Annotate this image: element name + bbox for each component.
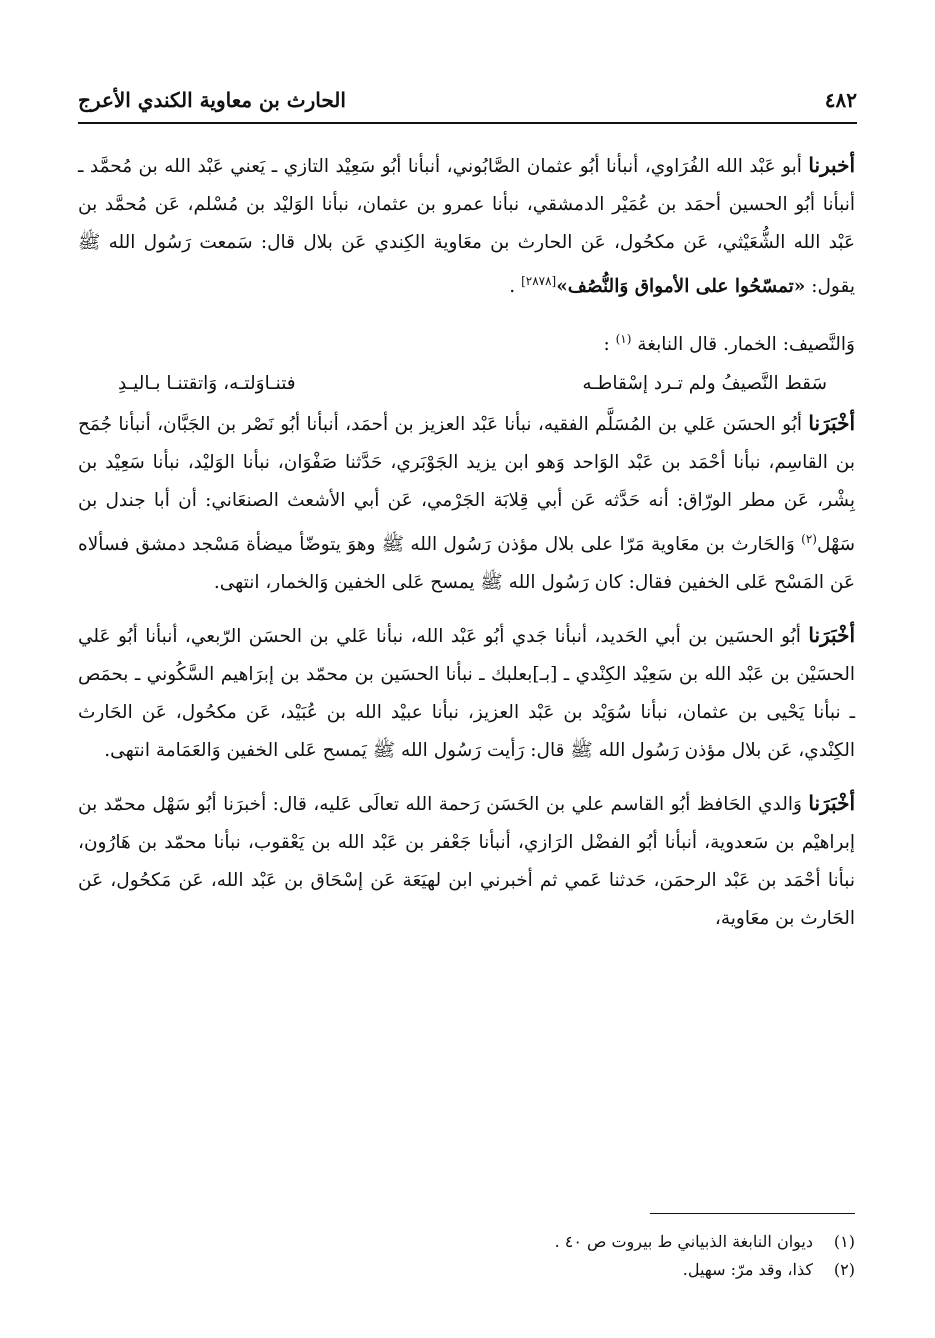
paragraph-text: أبُو الحسَين بن أبي الحَديد، أنبأنا جَدي أبُو عَبْد الله، نبأنا عَلي بن الحسَن الرّبعي، أنبأنا أبُو عَلي الحسَيْن بن عَبْد الله بن سَعِيْد الكِنْدي ـ [بـ]بعلبك ـ نبأنا الحسَين بن محمّد بن إبرَاهيم السَّكُوني ـ بحمَص ـ نبأنا يَحْيى بن عثمان، نبأنا سُوَيْد بن عَبْد العزيز، نبأنا عبيْد الله بن عُبَيْد، عَن مكحُول، عَن الحَارث الكِنْدي، عَن بلال مؤذن رَسُول الله ﷺ قال: رَأيت رَسُول الله ﷺ يَمسح عَلى الخفين وَالعَمَامة انتهى. (78, 626, 855, 762)
footnote-2 (78, 1256, 855, 1284)
paragraph-text: أبو عَبْد الله الفُرَاوي، أنبأنا أبُو عثمان الصَّابُوني، أنبأنا أبُو سَعِيْد التازي ـ يَعني عَبْد الله بن مُحمَّد ـ أنبأنا أبُو الحسين أحمَد بن عُمَيْر الدمشقي، نبأنا عمرو بن عثمان، نبأنا الوَليْد بن مُسْلم، عَن مُحمَّد بن عَبْد الله الشُّعَيْثي، عَن مكحُول، عَن الحارث بن معَاوية الكِندي عَن بلال قال: سَمعت رَسُول الله ﷺ يقول: (78, 156, 855, 298)
footnote-1 (78, 1228, 855, 1256)
poetry-verse (118, 364, 827, 404)
paragraph-text: أبُو الحسَن عَلي بن المُسَلَّم الفقيه، نبأنا عَبْد العزيز بن أحمَد، أنبأنا أبُو نَصْر بن الجَبَّان، أنبأنا جُمَح بن القاسِم، نبأنا أحْمَد بن عَبْد الوَاحد وَهو ابن يزيد الجَوْبَري، حَدَّثنا صَفْوَان، نبأنا الوَليْد، نبأنا سَعِيْد بن بِشْر، عَن مطر الورّاق: أنه حَدَّثه عَن أبي قِلابَة الجَرْمي، عَن أبي الأشعث الصنعَاني: أن أبا جندل بن سَهْل (78, 414, 855, 556)
paragraph-text: وَالدي الحَافظ أبُو القاسم علي بن الحَسَن رَحمة الله تعالَى عَليه، قال: أخبرَنا أبُو سَهْل محمّد بن إبراهيْم بن سَعدوية، أنبأنا أبُو الفضْل الرَازي، أنبأنا جَعْفر بن عَبْد الله بن يَعْقوب، نبأنا محمّد بن هَارُون، نبأنا أحْمَد بن عَبْد الرحمَن، حَدثنا عَمي ثم أخبرني ابن لهيَعَة عَن إسْحَاق بن عَبْد الله، عَن مَكحُول، عَن الحَارث بن معَاوية، (78, 794, 855, 930)
paragraph-lead: أخْبَرَنا (808, 411, 855, 436)
page-number: ٤٨٢ (824, 88, 857, 112)
footnotes (78, 1228, 855, 1284)
footnote-number: (١) (833, 1232, 855, 1251)
paragraph-lead: أخبرنا (808, 153, 855, 177)
paragraph-text: وَالنَّصيف: الخمار. قال النابغة (631, 334, 855, 356)
verse-first-hemistich: سَقط النَّصيفُ ولم تـرد إسْقاطـه (582, 373, 827, 395)
paragraph-tail: . (509, 276, 522, 298)
running-title: الحارث بن معاوية الكندي الأعرج (78, 88, 346, 112)
paragraph-3 (78, 404, 855, 602)
running-header (78, 82, 857, 124)
hadith-quote: «تمسّحُوا على الأمواق وَالنُّصُف» (556, 276, 806, 298)
main-text (78, 146, 855, 938)
paragraph-lead: أخْبَرَنا (808, 623, 855, 648)
footnote-marker: (٢) (801, 532, 817, 547)
paragraph-5 (78, 784, 855, 938)
paragraph-tail: وَالحَارث بن معَاوية مَرّا على بلال مؤذن رَسُول الله ﷺ وهوَ يتوضّأ ميضأة مَسْجد دمشق فسألاه عَن المَسْح عَلى الخفين فقال: كان رَسُول الله ﷺ يمسح عَلى الخفين وَالخمار، انتهى. (78, 534, 855, 594)
paragraph-4 (78, 616, 855, 770)
paragraph-lead: أخْبَرَنا (808, 791, 855, 816)
footnote-marker: (١) (615, 332, 632, 347)
verse-second-hemistich: فتنـاوَلتـه، وَاتقتنـا بـاليـدِ (118, 373, 296, 395)
footnote-divider (650, 1213, 855, 1214)
paragraph-1 (78, 146, 855, 306)
paragraph-2 (78, 320, 855, 364)
paragraph-tail: : (603, 334, 616, 356)
hadith-reference-number: [٢٨٧٨] (521, 274, 557, 288)
footnote-text: ديوان النابغة الذبياني ط بيروت ص ٤٠ . (554, 1232, 813, 1251)
footnote-number: (٢) (833, 1260, 855, 1279)
footnote-text: كذا، وقد مرّ: سهيل. (682, 1260, 813, 1279)
